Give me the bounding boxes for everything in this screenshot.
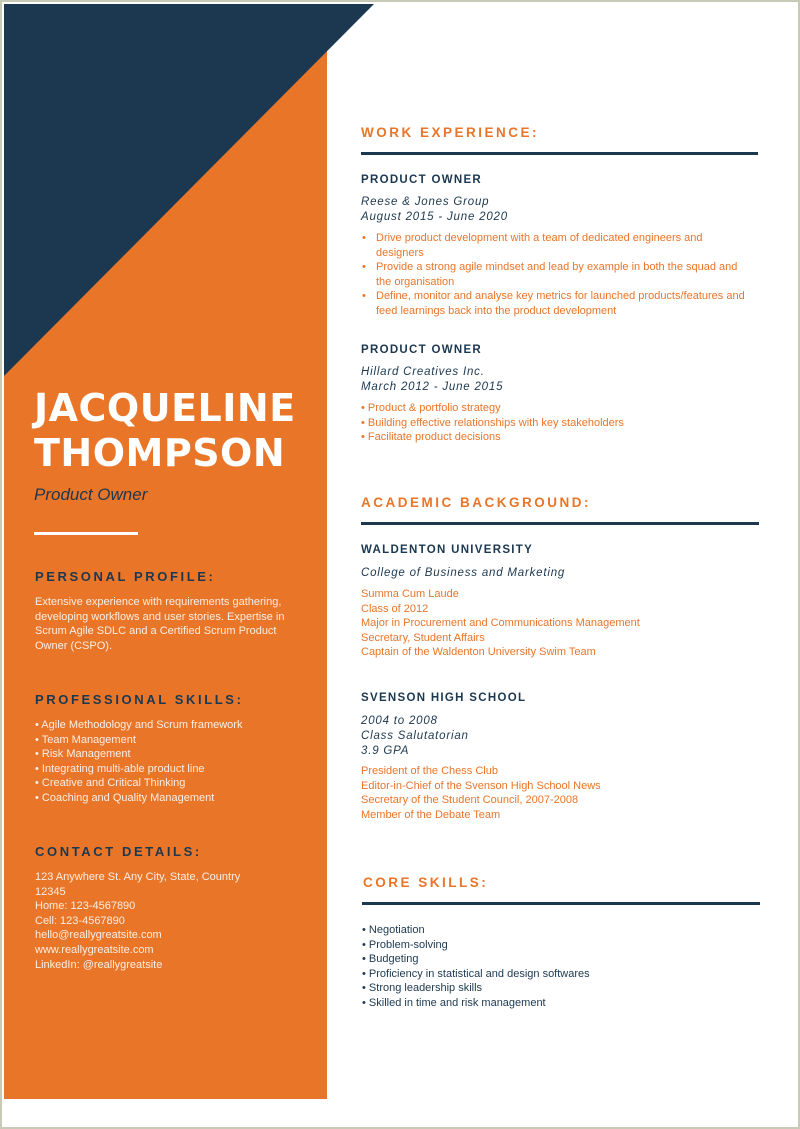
list-item: Class of 2012 xyxy=(361,602,429,615)
contact-cell-phone: Cell: 123-4567890 xyxy=(35,914,125,927)
school-name: WALDENTON UNIVERSITY xyxy=(361,544,534,556)
school-college: College of Business and Marketing xyxy=(361,567,566,579)
job-company: Reese & Jones Group xyxy=(361,196,490,208)
list-item: • Drive product development with a team of dedicated engineers and designers xyxy=(361,231,751,260)
job-title: PRODUCT OWNER xyxy=(361,344,483,356)
job-title: PRODUCT OWNER xyxy=(361,174,483,186)
list-item: Member of the Debate Team xyxy=(361,808,501,821)
list-item: • Problem-solving xyxy=(362,938,762,953)
navy-corner-triangle xyxy=(4,4,374,376)
list-item: Editor-in-Chief of the Svenson High School News xyxy=(361,779,601,792)
list-item: • Integrating multi-able product line xyxy=(35,762,205,775)
candidate-name xyxy=(34,386,296,476)
core-skills-heading: CORE SKILLS: xyxy=(363,875,489,890)
list-item: Summa Cum Laude xyxy=(361,588,459,600)
list-item: • Strong leadership skills xyxy=(362,981,762,996)
list-item: • Creative and Critical Thinking xyxy=(35,777,186,790)
list-item: • Product & portfolio strategy xyxy=(361,401,761,416)
contact-address: 123 Anywhere St. Any City, State, Country 12345 xyxy=(35,871,241,898)
list-item: • Facilitate product decisions xyxy=(361,430,761,445)
contact-email[interactable]: hello@reallygreatsite.com xyxy=(35,929,162,942)
name-divider xyxy=(34,532,138,535)
academic-rule xyxy=(361,522,759,525)
job-meta xyxy=(361,195,508,225)
list-item: • Coaching and Quality Management xyxy=(35,791,215,804)
core-skills-list xyxy=(362,923,762,1011)
school-details xyxy=(361,587,761,660)
academic-heading: ACADEMIC BACKGROUND: xyxy=(361,495,591,510)
job-company: Hillard Creatives Inc. xyxy=(361,366,485,378)
list-item: • Skilled in time and risk management xyxy=(362,996,762,1011)
contact-website[interactable]: www.reallygreatsite.com xyxy=(35,943,154,956)
last-name: THOMPSON xyxy=(34,431,286,475)
job-bullets xyxy=(361,401,761,445)
job-meta xyxy=(361,365,503,395)
school-meta xyxy=(361,714,469,759)
contact-linkedin[interactable]: LinkedIn: @reallygreatsite xyxy=(35,958,163,971)
list-item: • Team Management xyxy=(35,733,136,746)
school-meta xyxy=(361,566,565,581)
school-honor: Class Salutatorian xyxy=(361,730,469,742)
list-item: • Negotiation xyxy=(362,923,762,938)
school-gpa: 3.9 GPA xyxy=(361,745,410,757)
profile-heading: PERSONAL PROFILE: xyxy=(35,569,216,584)
list-item: • Define, monitor and analyse key metrics for launched products/features and feed learnings back into the product development xyxy=(361,289,751,318)
list-item: Secretary of the Student Council, 2007-2008 xyxy=(361,794,579,807)
profile-text: Extensive experience with requirements gathering, developing workflows and user stories. Expertise in Scrum Agile SDLC and a Certified Scrum Product Owner (CSPO). xyxy=(35,596,285,652)
work-rule xyxy=(361,152,758,155)
list-item: Secretary, Student Affairs xyxy=(361,631,485,644)
list-item: • Budgeting xyxy=(362,952,762,967)
candidate-role: Product Owner xyxy=(34,485,148,504)
work-heading: WORK EXPERIENCE: xyxy=(361,125,540,140)
professional-skills-list xyxy=(35,718,307,806)
list-item: • Proficiency in statistical and design softwares xyxy=(362,967,762,982)
list-item: Major in Procurement and Communications Management xyxy=(361,617,640,630)
school-years: 2004 to 2008 xyxy=(361,715,438,727)
job-dates: March 2012 - June 2015 xyxy=(361,381,504,393)
job-bullets xyxy=(361,231,751,319)
list-item: President of the Chess Club xyxy=(361,765,498,777)
contact-home-phone: Home: 123-4567890 xyxy=(35,900,136,913)
contact-list xyxy=(35,870,270,972)
list-item: Captain of the Waldenton University Swim Team xyxy=(361,646,596,659)
list-item: • Risk Management xyxy=(35,748,131,761)
school-name: SVENSON HIGH SCHOOL xyxy=(361,692,527,704)
core-skills-rule xyxy=(362,902,760,905)
list-item: • Agile Methodology and Scrum framework xyxy=(35,719,243,731)
job-dates: August 2015 - June 2020 xyxy=(361,211,508,223)
skills-heading: PROFESSIONAL SKILLS: xyxy=(35,692,244,707)
school-details xyxy=(361,764,761,822)
contact-heading: CONTACT DETAILS: xyxy=(35,844,202,859)
list-item: • Provide a strong agile mindset and lead by example in both the squad and the organisation xyxy=(361,260,751,289)
list-item: • Building effective relationships with key stakeholders xyxy=(361,416,761,431)
first-name: JACQUELINE xyxy=(34,386,296,430)
